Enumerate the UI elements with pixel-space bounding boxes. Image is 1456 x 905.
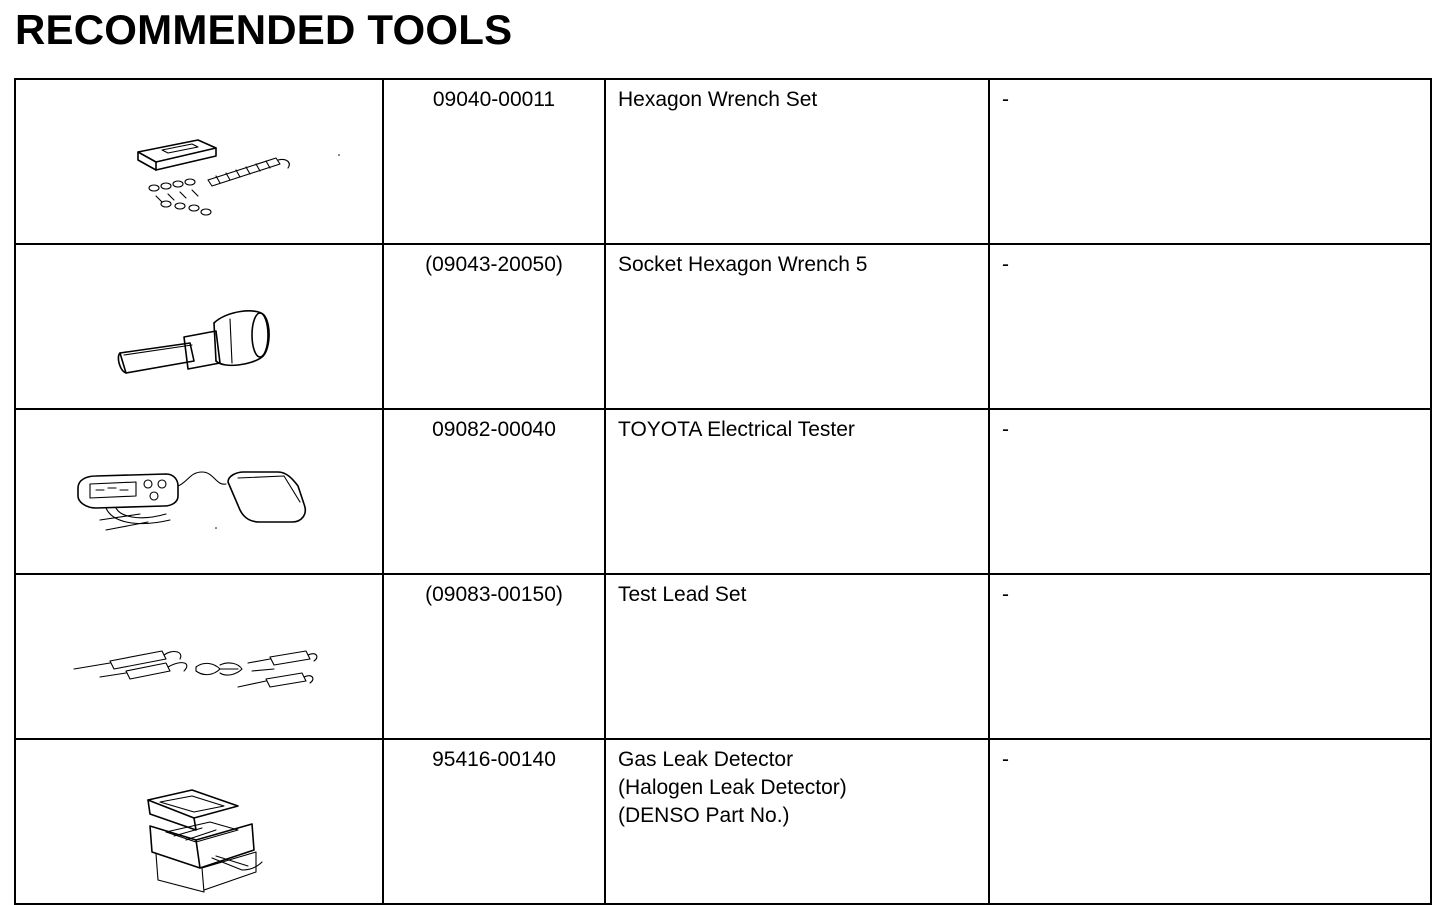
- page-title: RECOMMENDED TOOLS: [15, 6, 513, 53]
- table-row: [15, 739, 1431, 904]
- table-row: [15, 79, 1431, 244]
- gas-leak-detector-icon: [16, 740, 384, 897]
- tool-note: -: [989, 739, 1431, 904]
- tool-name: Test Lead Set: [605, 574, 989, 739]
- part-number: (09083-00150): [383, 574, 605, 739]
- tool-illustration: [15, 574, 383, 739]
- tool-name: Hexagon Wrench Set: [605, 79, 989, 244]
- tool-note: -: [989, 79, 1431, 244]
- tool-illustration: [15, 739, 383, 904]
- part-number: 95416-00140: [383, 739, 605, 904]
- tool-note: -: [989, 574, 1431, 739]
- socket-hexagon-wrench-icon: [16, 245, 384, 402]
- part-number: 09040-00011: [383, 79, 605, 244]
- hexagon-wrench-set-icon: [16, 80, 384, 237]
- tool-illustration: [15, 79, 383, 244]
- tool-note: -: [989, 409, 1431, 574]
- tool-illustration: [15, 409, 383, 574]
- tool-name: Socket Hexagon Wrench 5: [605, 244, 989, 409]
- table-row: [15, 244, 1431, 409]
- table-row: [15, 574, 1431, 739]
- tool-name: TOYOTA Electrical Tester: [605, 409, 989, 574]
- part-number: (09043-20050): [383, 244, 605, 409]
- tool-name: Gas Leak Detector (Halogen Leak Detector) (DENSO Part No.): [605, 739, 989, 904]
- electrical-tester-icon: [16, 410, 384, 567]
- table-row: [15, 409, 1431, 574]
- tool-illustration: [15, 244, 383, 409]
- part-number: 09082-00040: [383, 409, 605, 574]
- recommended-tools-table: [14, 78, 1432, 905]
- test-lead-set-icon: [16, 575, 384, 732]
- tool-note: -: [989, 244, 1431, 409]
